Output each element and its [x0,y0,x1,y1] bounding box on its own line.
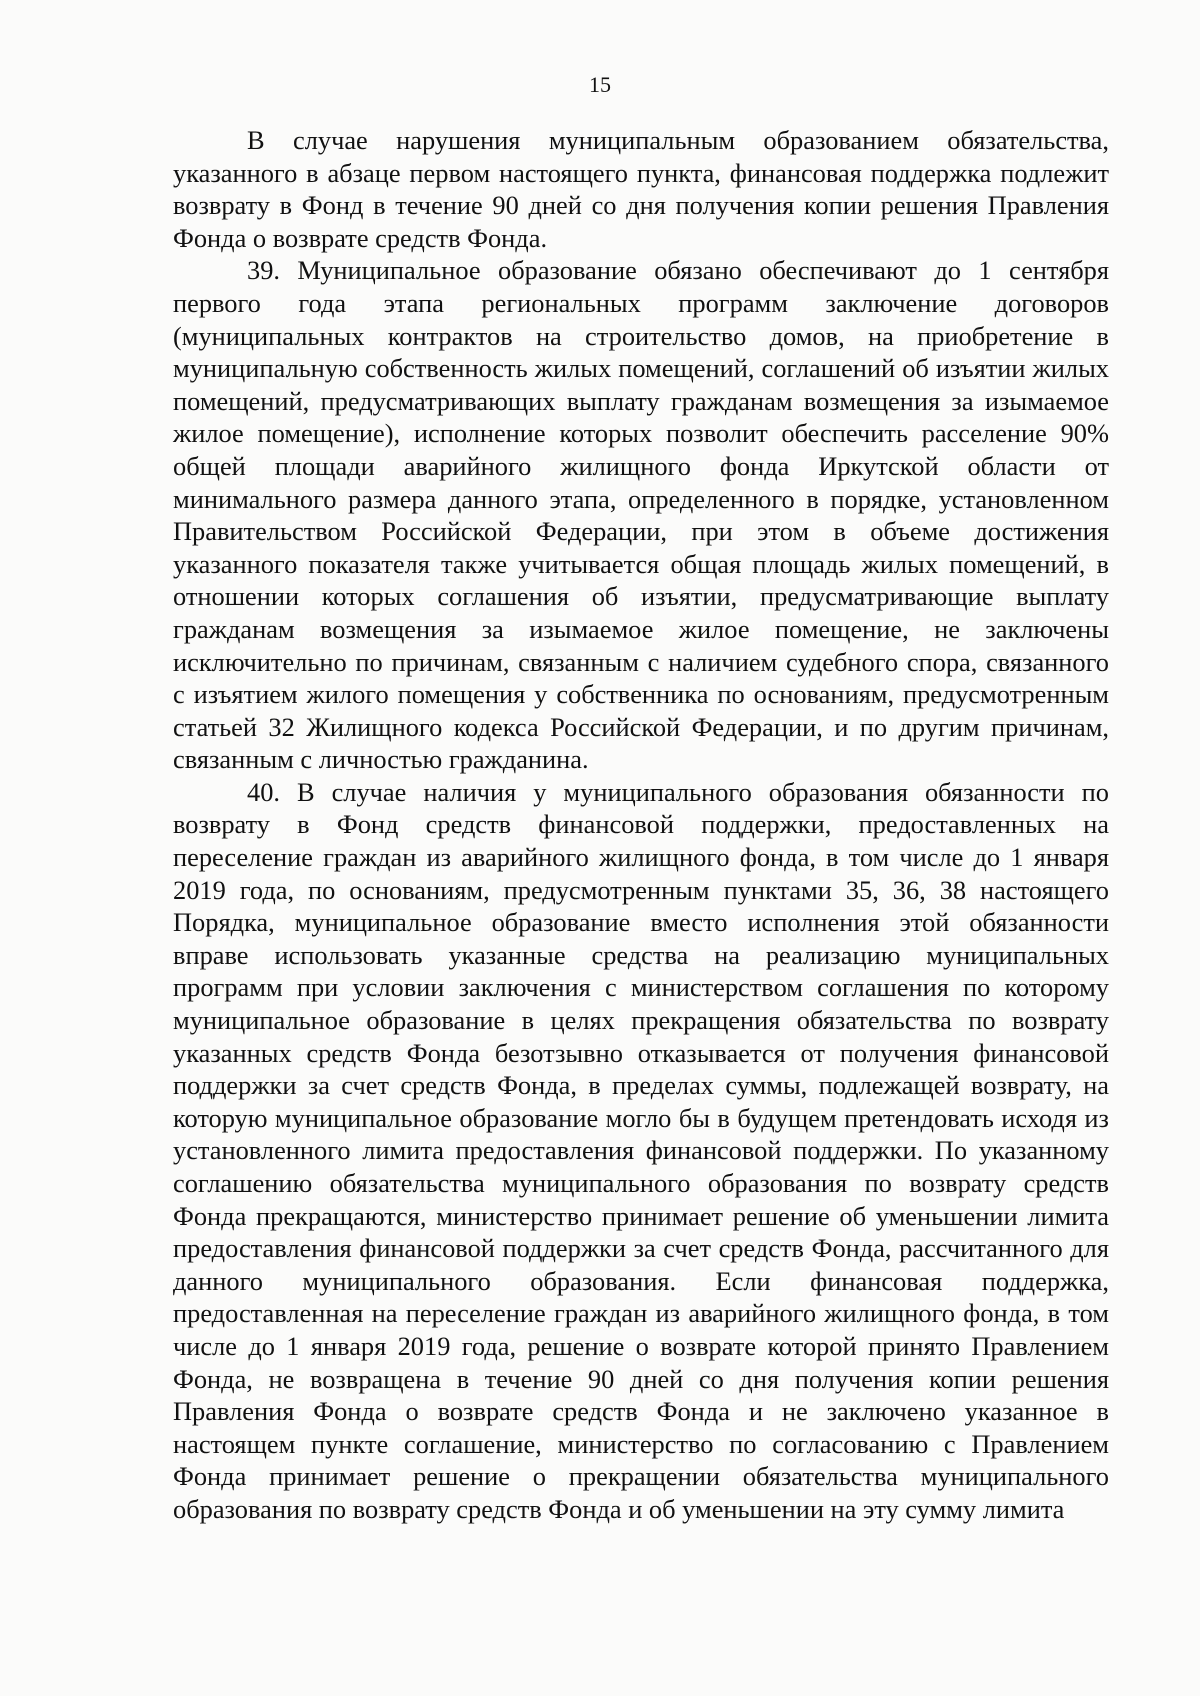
document-body [173,124,1109,1526]
paragraph-violation-return: В случае нарушения муниципальным образованием обязательства, указанного в абзаце первом настоящего пункта, финансовая поддержка подлежит возврату в Фонд в течение 90 дней со дня получения копии решения Правления Фонда о возврате средств Фонда. [173,125,1109,253]
paragraph-40: 40. В случае наличия у муниципального образования обязанности по возврату в Фонд средств финансовой поддержки, предоставленных на переселение граждан из аварийного жилищного фонда, в том числе до 1 января 2019 года, по основаниям, предусмотренным пунктами 35, 36, 38 настоящего Порядка, муниципальное образование вместо исполнения этой обязанности вправе использовать указанные средства на реализацию муниципальных программ при условии заключения с министерством соглашения по которому муниципальное образование в целях прекращения обязательства по возврату указанных средств Фонда безотзывно отказывается от получения финансовой поддержки за счет средств Фонда, в пределах суммы, подлежащей возврату, на которую муниципальное образование могло бы в будущем претендовать исходя из установленного лимита предоставления финансовой поддержки. По указанному соглашению обязательства муниципального образования по возврату средств Фонда прекращаются, министерство принимает решение об уменьшении лимита предоставления финансовой поддержки за счет средств Фонда, рассчитанного для данного муниципального образования. Если финансовая поддержка, предоставленная на переселение граждан из аварийного жилищного фонда, в том числе до 1 января 2019 года, решение о возврате которой принято Правлением Фонда, не возвращена в течение 90 дней со дня получения копии решения Правления Фонда о возврате средств Фонда и не заключено указанное в настоящем пункте соглашение, министерство по согласованию с Правлением Фонда принимает решение о прекращении обязательства муниципального образования по возврату средств Фонда и об уменьшении на эту сумму лимита [173,776,1109,1524]
paragraph-39: 39. Муниципальное образование обязано обеспечивают до 1 сентября первого года этапа региональных программ заключение договоров (муниципальных контрактов на строительство домов, на приобретение в муниципальную собственность жилых помещений, соглашений об изъятии жилых помещений, предусматривающих выплату гражданам возмещения за изымаемое жилое помещение), исполнение которых позволит обеспечить расселение 90% общей площади аварийного жилищного фонда Иркутской области от минимального размера данного этапа, определенного в порядке, установленном Правительством Российской Федерации, при этом в объеме достижения указанного показателя также учитывается общая площадь жилых помещений, в отношении которых соглашения об изъятии, предусматривающие выплату гражданам возмещения за изымаемое жилое помещение, не заключены исключительно по причинам, связанным с наличием судебного спора, связанного с изъятием жилого помещения у собственника по основаниям, предусмотренным статьей 32 Жилищного кодекса Российской Федерации, и по другим причинам, связанным с личностью гражданина. [173,255,1109,775]
page-number: 15 [589,72,611,97]
